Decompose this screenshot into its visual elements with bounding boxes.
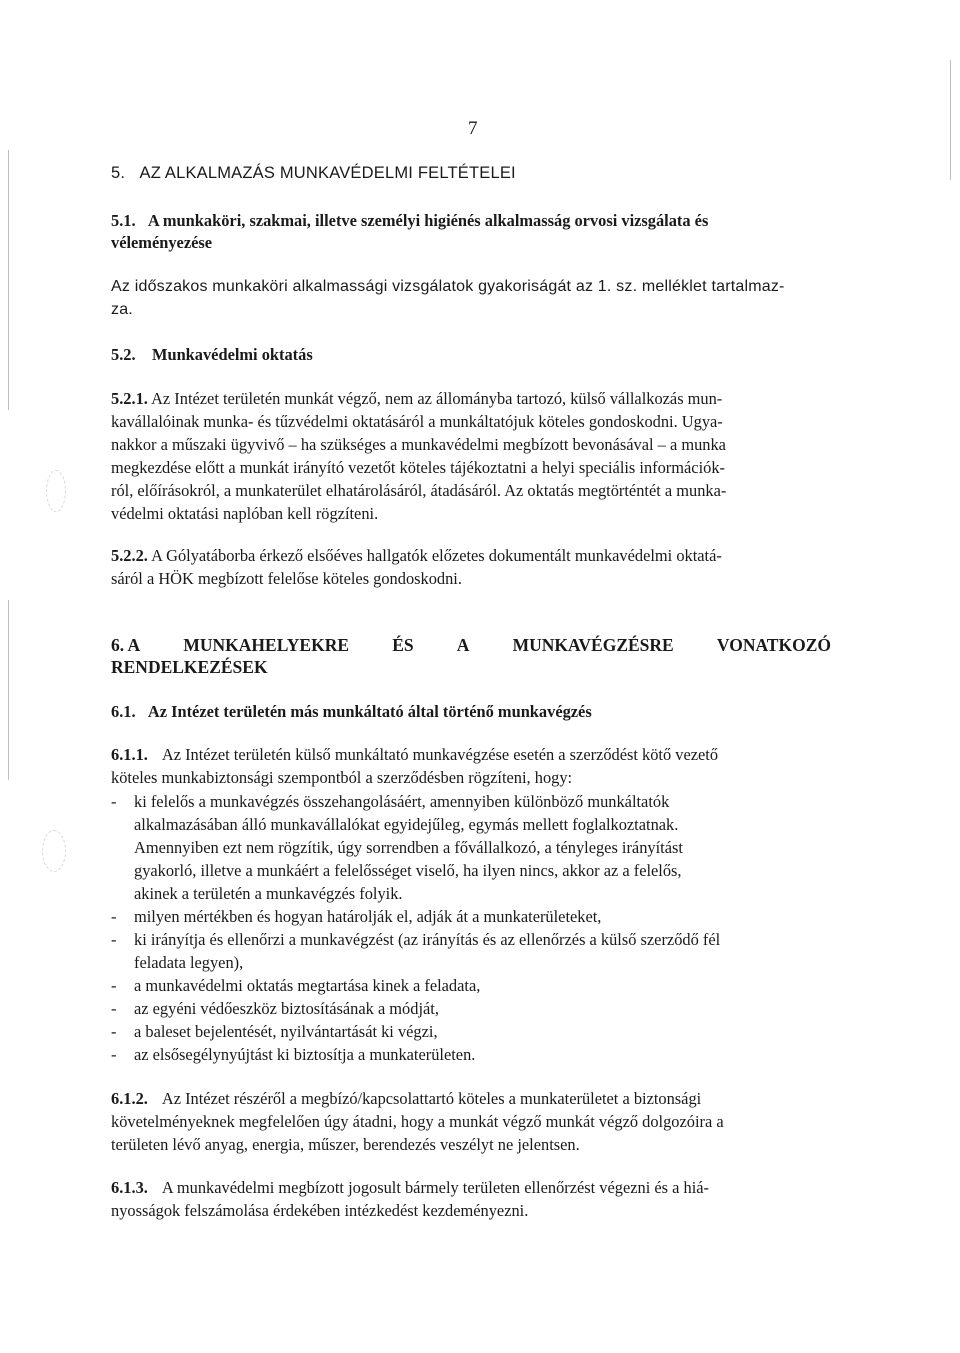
paragraph-line: sáról a HÖK megbízott felelőse köteles gondoskodni. <box>111 569 462 588</box>
paragraph-line: Az Intézet területén munkát végző, nem az állományba tartozó, külső vállalkozás mun- <box>147 389 723 408</box>
bullet-line: milyen mértékben és hogyan határolják el, adják át a munkaterületeket, <box>134 907 602 926</box>
hole-punch-mark <box>46 470 66 512</box>
section-6-title-word: VONATKOZÓ <box>716 635 831 655</box>
section-5-1-title-line1: 5.1. A munkaköri, szakmai, illetve személyi higiénés alkalmasság orvosi vizsgálata és <box>111 211 709 230</box>
section-6-title-word: 6. A <box>111 635 141 655</box>
section-6-1-title: 6.1. Az Intézet területén más munkáltató által történő munkavégzés <box>111 702 592 721</box>
scan-edge-mark <box>950 60 951 180</box>
bullet-dash: - <box>111 930 117 949</box>
paragraph-line: A Gólyatáborba érkező elsőéves hallgatók előzetes dokumentált munkavédelmi oktatá- <box>147 546 722 565</box>
paragraph-line: Az Intézet területén külső munkáltató munkavégzése esetén a szerződést kötő vezető <box>161 745 719 764</box>
section-5-2-2-label: 5.2.2. <box>111 546 148 565</box>
scan-edge-mark <box>8 150 9 410</box>
paragraph-line: ról, előírásokról, a munkaterület elhatárolásáról, átadásáról. Az oktatás megtörténtét a munka- <box>111 481 727 500</box>
section-5-2-1-paragraph <box>111 388 722 410</box>
page-number: 7 <box>468 118 478 139</box>
paragraph-line: nyosságok felszámolása érdekében intézkedést kezdeményezni. <box>111 1201 529 1220</box>
section-6-title-word: MUNKAHELYEKRE <box>183 635 350 655</box>
bullet-line: alkalmazásában álló munkavállalókat egyidejűleg, egymás mellett foglalkoztatnak. <box>134 815 679 834</box>
section-6-1-1-paragraph <box>111 744 718 766</box>
section-6-1-2-paragraph <box>111 1088 701 1110</box>
paragraph-line: köteles munkabiztonsági szempontból a szerződésben rögzíteni, hogy: <box>111 768 573 787</box>
section-5-1-body-line2: za. <box>111 301 133 318</box>
section-6-title-word: ÉS <box>392 635 414 655</box>
section-6-1-2-label: 6.1.2. <box>111 1089 148 1108</box>
section-5-2-1-label: 5.2.1. <box>111 389 148 408</box>
section-5-1-title-line2: véleményezése <box>111 233 213 252</box>
bullet-line: a munkavédelmi oktatás megtartása kinek a feladata, <box>134 976 481 995</box>
bullet-dash: - <box>111 1022 117 1041</box>
bullet-dash: - <box>111 907 117 926</box>
bullet-line: az elsősegélynyújtást ki biztosítja a munkaterületen. <box>134 1045 476 1064</box>
bullet-line: Amennyiben ezt nem rögzítik, úgy sorrendben a fővállalkozó, a tényleges irányítást <box>134 838 683 857</box>
paragraph-line: területen lévő anyag, energia, műszer, berendezés veszélyt ne jelentsen. <box>111 1135 580 1154</box>
section-6-1-1-label: 6.1.1. <box>111 745 148 764</box>
section-5-1-body-line1: Az időszakos munkaköri alkalmassági vizsgálatok gyakoriságát az 1. sz. melléklet tartalmaz- <box>111 278 785 295</box>
bullet-line: a baleset bejelentését, nyilvántartását ki végzi, <box>134 1022 438 1041</box>
bullet-line: ki felelős a munkavégzés összehangolásáért, amennyiben különböző munkáltatók <box>134 792 670 811</box>
section-6-title-line2: RENDELKEZÉSEK <box>111 657 268 677</box>
paragraph-line: nakkor a műszaki ügyvivő – ha szükséges a munkavédelmi megbízott bevonásával – a munka <box>111 435 726 454</box>
bullet-line: az egyéni védőeszköz biztosításának a módját, <box>134 999 439 1018</box>
bullet-dash: - <box>111 999 117 1018</box>
hole-punch-mark <box>42 830 66 872</box>
section-6-1-3-label: 6.1.3. <box>111 1178 148 1197</box>
section-5-2-2-paragraph <box>111 545 722 567</box>
paragraph-line: kavállalóinak munka- és tűzvédelmi oktatásáról a munkáltatójuk köteles gondoskodni. Ugya- <box>111 412 723 431</box>
bullet-dash: - <box>111 976 117 995</box>
bullet-line: gyakorló, illetve a munkáért a felelősséget viselő, ha ilyen nincs, akkor az a felelős, <box>134 861 682 880</box>
paragraph-line: A munkavédelmi megbízott jogosult bármely területen ellenőrzést végezni és a hiá- <box>161 1178 709 1197</box>
bullet-line: feladata legyen), <box>134 953 244 972</box>
bullet-line: ki irányítja és ellenőrzi a munkavégzést (az irányítás és az ellenőrzés a külső szerződő fél <box>134 930 721 949</box>
scan-edge-mark <box>8 600 9 780</box>
paragraph-line: megkezdése előtt a munkát irányító vezetőt köteles tájékoztatni a helyi speciális információk- <box>111 458 725 477</box>
section-6-title-word: MUNKAVÉGZÉSRE <box>512 635 674 655</box>
bullet-dash: - <box>111 792 117 811</box>
section-5-2-title: 5.2. Munkavédelmi oktatás <box>111 345 313 364</box>
bullet-line: akinek a területén a munkavégzés folyik. <box>134 884 403 903</box>
paragraph-line: Az Intézet részéről a megbízó/kapcsolattartó köteles a munkaterületet a biztonsági <box>161 1089 702 1108</box>
section-5-title: 5. AZ ALKALMAZÁS MUNKAVÉDELMI FELTÉTELEI <box>111 164 516 182</box>
section-6-title-line1 <box>111 634 831 656</box>
section-6-title-word: A <box>456 635 470 655</box>
paragraph-line: követelményeknek megfelelően úgy átadni, hogy a munkát végző munkát végző dolgozóira a <box>111 1112 724 1131</box>
section-6-1-3-paragraph <box>111 1177 709 1199</box>
paragraph-line: védelmi oktatási naplóban kell rögzíteni. <box>111 504 379 523</box>
bullet-dash: - <box>111 1045 117 1064</box>
